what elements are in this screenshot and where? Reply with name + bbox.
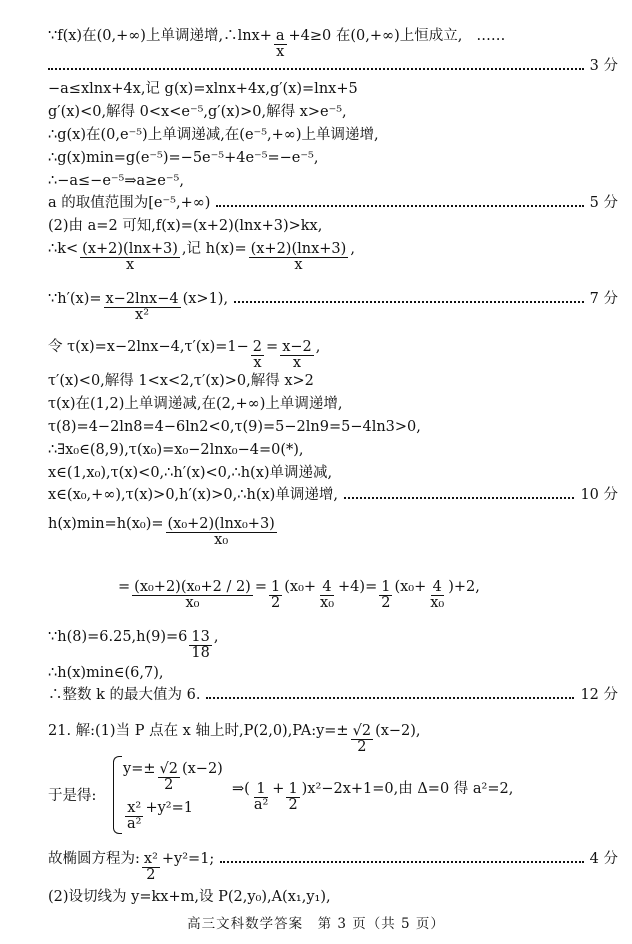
fraction: $\frac{(x+2)(\ln x+3)}{x}$ (250, 241, 347, 273)
line-18: x∈(x₀,+∞),τ(x)>0,h′(x)>0,∴h(x)单调递增, 10 分 (48, 487, 618, 503)
line-22: ∴h(x)min∈(6,7), (48, 665, 164, 681)
line-05: ∴g(x)在(0,e⁻⁵)上单调递减,在(e⁻⁵,+∞)上单调递增, (48, 127, 379, 143)
fraction: $\frac{√2}{2}$ (352, 723, 372, 755)
line-07: ∴−a≤−e⁻⁵⇒a≥e⁻⁵, (48, 173, 184, 189)
line-24: 21. 解:(1)当 P 点在 x 轴上时,P(2,0),PA:y=± $\frac{√2}{2}$ (x−2), (48, 723, 421, 755)
score: 7 分 (589, 291, 618, 307)
fraction: $\frac{\text{x²}}{\text{a²}}$ (127, 800, 142, 832)
line-06: ∴g(x)min=g(e⁻⁵)=−5e⁻⁵+4e⁻⁵=−e⁻⁵, (48, 150, 319, 166)
fraction: $\frac{4}{\text{x₀}}$ (430, 579, 445, 611)
line-19: h(x)min=h(x₀)= $\frac{\text{(x₀+2)(lnx₀+3)}}{\text{x₀}}$ (48, 516, 275, 548)
fraction: $\frac{a}{x}$ (275, 28, 285, 60)
line-15: τ(8)=4−2ln8=4−6ln2<0,τ(9)=5−2ln9=5−4ln3>0, (48, 419, 421, 435)
system-eq-2: $\frac{\text{x²}}{\text{a²}}$ +y²=1 (127, 800, 193, 832)
fraction: $\frac{13}{18}$ (191, 629, 210, 661)
score: 3 分 (589, 58, 618, 74)
fraction: $\frac{\text{x²}}{2}$ (143, 851, 158, 883)
fraction: $\frac{x-2}{x}$ (282, 339, 312, 371)
fraction: $\frac{√2}{2}$ (159, 761, 178, 793)
dot-leader (216, 205, 583, 207)
fraction: $\frac{1}{2}$ (381, 579, 391, 611)
system-brace (113, 756, 122, 834)
dot-leader (344, 497, 575, 499)
dot-leader (48, 68, 584, 70)
line-01: ∵f(x)在(0,+∞)上单调递增,∴lnx+ $\frac{a}{x}$ +4≥0 在(0,+∞)上恒成立, …… (48, 28, 506, 60)
line-23: ∴整数 k 的最大值为 6. 12 分 (48, 687, 618, 703)
line-26: 故椭圆方程为: $\frac{\text{x²}}{2}$ +y²=1; 4 分 (48, 851, 618, 883)
page-footer: 高三文科数学答案 第 3 页（共 5 页） (187, 916, 445, 932)
fraction: $\frac{\text{(x₀+2)(x₀+2 / 2)}}{\text{x₀}}$ (134, 579, 251, 611)
line-27: (2)设切线为 y=kx+m,设 P(2,y₀),A(x₁,y₁), (48, 889, 331, 905)
line-10: ∴k< $\frac{(x+2)(\ln x+3)}{x}$ ,记 h(x)= $\frac{(x+2)(\ln x+3)}{x}$ , (48, 241, 355, 273)
line-08: a 的取值范围为[e⁻⁵,+∞) 5 分 (48, 195, 618, 211)
line-02 (48, 57, 618, 75)
score: 5 分 (589, 195, 618, 211)
score: 4 分 (589, 851, 618, 867)
fraction: $\frac{4}{\text{x₀}}$ (320, 579, 335, 611)
line-25: ⇒( $\frac{1}{\text{a²}}$ + $\frac{1}{2}$ )x²−2x+1=0,由 Δ=0 得 a²=2, (232, 781, 514, 813)
equation-system (123, 760, 223, 832)
line-04: g′(x)<0,解得 0<x<e⁻⁵,g′(x)>0,解得 x>e⁻⁵, (48, 104, 347, 120)
fraction: $\frac{(x+2)(\ln x+3)}{x}$ (82, 241, 178, 273)
line-03: −a≤xlnx+4x,记 g(x)=xlnx+4x,g′(x)=lnx+5 (48, 81, 358, 97)
system-eq-1: y=± $\frac{√2}{2}$ (x−2) (123, 761, 223, 793)
fraction: $\frac{2}{x}$ (252, 339, 263, 371)
line-13: τ′(x)<0,解得 1<x<2,τ′(x)>0,解得 x>2 (48, 373, 314, 389)
fraction: $\frac{x-2\ln x-4}{\text{x²}}$ (105, 291, 179, 323)
fraction: $\frac{\text{(x₀+2)(lnx₀+3)}}{\text{x₀}}$ (167, 516, 275, 548)
dot-leader (234, 301, 584, 303)
line-17: x∈(1,x₀),τ(x)<0,∴h′(x)<0,∴h(x)单调递减, (48, 465, 333, 481)
line-12: 令 τ(x)=x−2lnx−4,τ′(x)=1− $\frac{2}{x}$ = $\frac{x-2}{x}$ , (48, 339, 321, 371)
line-20: = $\frac{\text{(x₀+2)(x₀+2 / 2)}}{\text{x₀}}$ = $\frac{1}{2}$ (x₀+ $\frac{4}{\text{x₀}}$ +4)= $\frac{1}{2}$ (x₀+ $\frac{4}{\text{x₀}}$ )+2, (118, 579, 480, 611)
fraction: $\frac{1}{2}$ (288, 781, 298, 813)
score: 12 分 (580, 687, 618, 703)
line-25-label: 于是得: (48, 788, 97, 804)
line-09: (2)由 a=2 可知,f(x)=(x+2)(lnx+3)>kx, (48, 218, 323, 234)
dot-leader (220, 861, 583, 863)
line-14: τ(x)在(1,2)上单调递减,在(2,+∞)上单调递增, (48, 396, 343, 412)
line-21: ∵h(8)=6.25,h(9)=6 $\frac{13}{18}$ , (48, 629, 219, 661)
score: 10 分 (580, 487, 618, 503)
fraction: $\frac{1}{\text{a²}}$ (253, 781, 269, 813)
line-16: ∴∃x₀∈(8,9),τ(x₀)=x₀−2lnx₀−4=0(*), (48, 442, 304, 458)
fraction: $\frac{1}{2}$ (271, 579, 281, 611)
line-11: ∵h′(x)= $\frac{x-2\ln x-4}{\text{x²}}$ (x>1), 7 分 (48, 291, 618, 323)
dot-leader (206, 697, 574, 699)
